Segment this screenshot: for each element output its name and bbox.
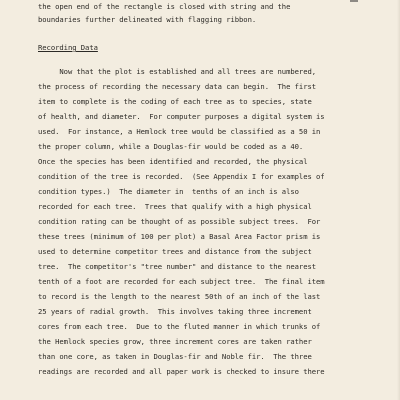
text-line: to record is the length to the nearest 50th of an inch of the last xyxy=(38,292,321,301)
text-line: condition rating can be thought of as possible subject trees. For xyxy=(38,217,321,226)
text-line: than one core, as taken in Douglas-fir and Noble fir. The three xyxy=(38,352,312,361)
text-line: recorded for each tree. Trees that qualify with a high physical xyxy=(38,202,312,211)
text-line: readings are recorded and all paper work is checked to insure there xyxy=(38,367,325,376)
text-line: Now that the plot is established and all trees are numbered, xyxy=(38,67,317,76)
text-line: used to determine competitor trees and distance from the subject xyxy=(38,247,312,256)
text-line: the open end of the rectangle is closed with string and the xyxy=(38,2,291,11)
text-line: of health, and diameter. For computer purposes a digital system is xyxy=(38,112,325,121)
section-heading: Recording Data xyxy=(38,43,98,52)
text-line: condition types.) The diameter in tenths of an inch is also xyxy=(38,187,299,196)
text-line: item to complete is the coding of each tree as to species, state xyxy=(38,97,312,106)
text-line: boundaries further delineated with flagging ribbon. xyxy=(38,15,257,24)
text-line: the Hemlock species grow, three increment cores are taken rather xyxy=(38,337,312,346)
text-line: 25 years of radial growth. This involves taking three increment xyxy=(38,307,312,316)
text-line: the proper column, while a Douglas-fir would be coded as a 40. xyxy=(38,142,304,151)
text-line: cores from each tree. Due to the fluted manner in which trunks of xyxy=(38,322,321,331)
text-line: tenth of a foot are recorded for each subject tree. The final item xyxy=(38,277,325,286)
stray-mark xyxy=(350,0,358,2)
text-line: the process of recording the necessary data can begin. The first xyxy=(38,82,317,91)
text-line: these trees (minimum of 100 per plot) a Basal Area Factor prism is xyxy=(38,232,321,241)
text-line: used. For instance, a Hemlock tree would be classified as a 50 in xyxy=(38,127,321,136)
text-line: condition of the tree is recorded. (See Appendix I for examples of xyxy=(38,172,325,181)
text-line: tree. The competitor's "tree number" and distance to the nearest xyxy=(38,262,317,271)
text-line: Once the species has been identified and recorded, the physical xyxy=(38,157,308,166)
